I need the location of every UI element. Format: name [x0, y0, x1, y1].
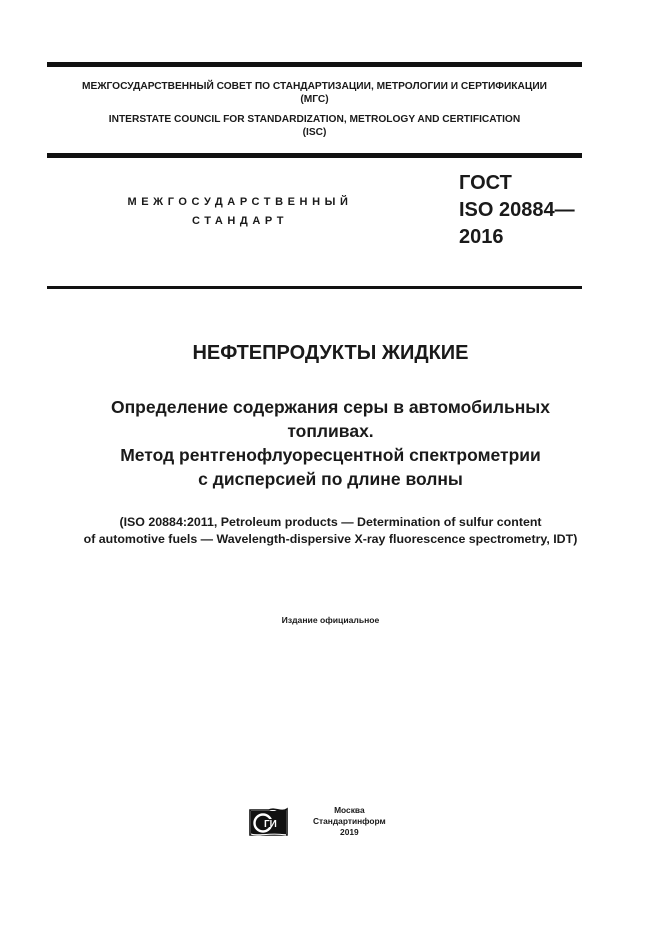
std-label-line2: СТАНДАРТ — [191, 215, 289, 227]
standartinform-logo-icon — [249, 806, 289, 838]
publisher-block — [249, 805, 386, 838]
top-rule — [47, 62, 582, 67]
council-name-english — [47, 113, 582, 139]
publisher-name: Стандартинформ — [313, 816, 386, 826]
council-name-ru-text: МЕЖГОСУДАРСТВЕННЫЙ СОВЕТ ПО СТАНДАРТИЗАЦИИ, МЕТРОЛОГИИ И СЕРТИФИКАЦИИ — [82, 81, 547, 92]
gost-code-line3: 2016 — [459, 226, 504, 248]
iso-reference — [0, 514, 661, 548]
document-title: НЕФТЕПРОДУКТЫ ЖИДКИЕ — [192, 342, 469, 364]
document-subtitle — [0, 395, 661, 491]
subtitle-line: топливах. — [287, 421, 374, 441]
bottom-rule — [47, 286, 582, 289]
svg-text:ГИ: ГИ — [264, 818, 277, 830]
iso-reference-line: (ISO 20884:2011, Petroleum products — Determination of sulfur content — [119, 515, 542, 529]
council-abbr-ru: (МГС) — [300, 94, 329, 105]
subtitle-line: Метод рентгенофлуоресцентной спектрометрии — [120, 445, 541, 465]
subtitle-line: Определение содержания серы в автомобильных — [111, 397, 550, 417]
subtitle-line: с дисперсией по длине волны — [198, 469, 463, 489]
middle-rule — [47, 153, 582, 158]
council-name-en-text: INTERSTATE COUNCIL FOR STANDARDIZATION, METROLOGY AND CERTIFICATION — [108, 114, 521, 125]
publisher-info — [313, 805, 386, 838]
official-edition-label: Издание официальное — [281, 615, 380, 625]
iso-reference-line: of automotive fuels — Wavelength-dispersive X-ray fluorescence spectrometry, IDT) — [83, 532, 578, 546]
council-abbr-en: (ISC) — [302, 127, 327, 138]
interstate-standard-label — [90, 193, 390, 231]
std-label-line1: МЕЖГОСУДАРСТВЕННЫЙ — [127, 196, 353, 208]
publisher-city: Москва — [334, 805, 365, 815]
council-name-russian — [47, 80, 582, 106]
publication-year: 2019 — [340, 827, 359, 837]
gost-designation — [459, 170, 575, 251]
gost-code-line2: ISO 20884— — [459, 199, 575, 221]
gost-code-line1: ГОСТ — [459, 172, 512, 194]
